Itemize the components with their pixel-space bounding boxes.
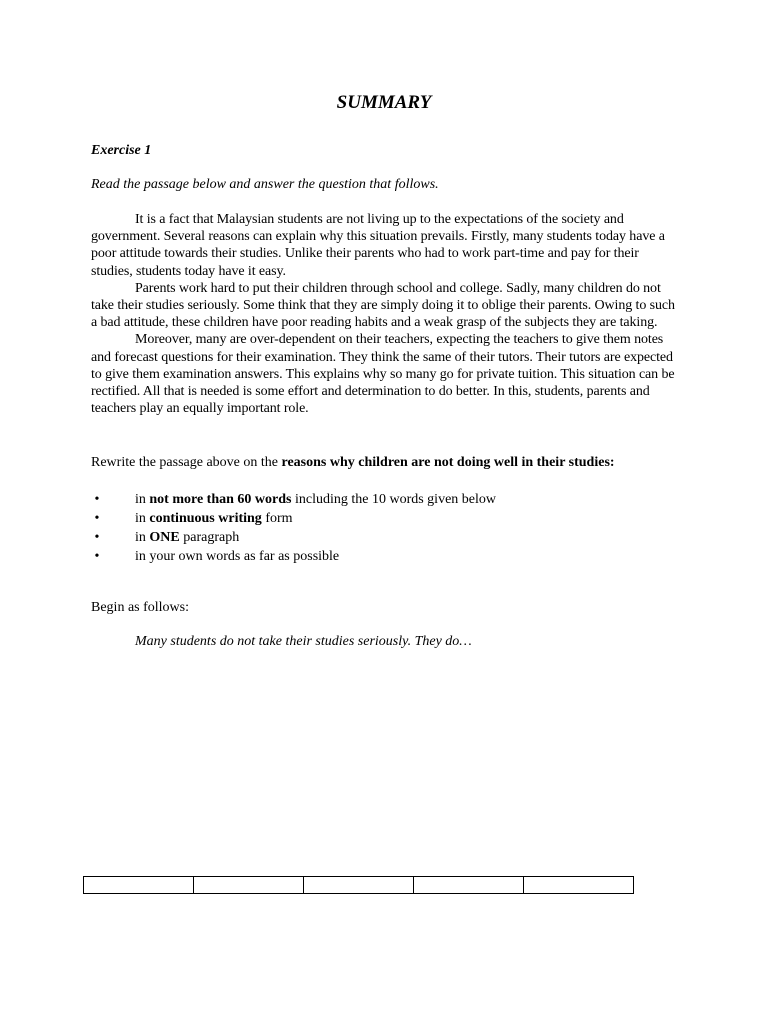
bullet-bold: not more than 60 words: [149, 492, 292, 507]
list-item: [91, 490, 651, 509]
bullet-icon: •: [94, 511, 100, 526]
bullet-icon: •: [94, 530, 100, 545]
bullet-pre: in: [135, 492, 150, 507]
rewrite-topic: reasons why children are not doing well in their studies:: [281, 455, 615, 470]
list-item: [91, 528, 651, 547]
word-table: [83, 876, 634, 894]
passage-paragraph-2: Parents work hard to put their children through school and college. Sadly, many children do not take their studies seriously. Some think that they are simply doing it to oblige their parents. Owing to such a bad attitude, these children have poor reading habits and a weak grasp of the subjects they are taking.: [91, 280, 675, 331]
exercise-label: Exercise 1: [91, 143, 152, 158]
bullet-pre: in: [135, 530, 150, 545]
passage: [91, 211, 677, 417]
word-cell-1: [84, 877, 194, 894]
word-cell-4: [414, 877, 524, 894]
word-cell-3: [304, 877, 414, 894]
instruction-text: Read the passage below and answer the question that follows.: [91, 177, 439, 192]
bullet-post: including the 10 words given below: [291, 492, 496, 507]
bullet-pre: in: [135, 511, 150, 526]
bullet-icon: •: [94, 492, 100, 507]
starter-sentence: Many students do not take their studies seriously. They do…: [135, 634, 472, 649]
bullet-icon: •: [94, 549, 100, 564]
list-item: [91, 509, 651, 528]
list-item: [91, 547, 651, 566]
passage-paragraph-1: It is a fact that Malaysian students are not living up to the expectations of the society and government. Several reasons can explain why this situation prevails. Firstly, many students today have a poor attitude towards their studies. Unlike their parents who had to work part-time and pay for their studies, students today have it easy.: [91, 212, 665, 279]
rewrite-instruction: [91, 455, 691, 471]
bullet-post: paragraph: [179, 530, 240, 545]
word-cell-2: [194, 877, 304, 894]
bullet-pre: in your own words as far as possible: [135, 549, 340, 564]
bullet-post: form: [261, 511, 293, 526]
table-row: [84, 877, 634, 894]
rewrite-prefix: Rewrite the passage above on the: [91, 455, 282, 470]
word-cell-5: [524, 877, 634, 894]
requirements-list: [91, 490, 651, 566]
bullet-bold: ONE: [149, 530, 180, 545]
passage-paragraph-3: Moreover, many are over-dependent on their teachers, expecting the teachers to give them notes and forecast questions for their examination. They think the same of their tutors. Their tutors are expected to give them examination answers. This explains why so many go for private tuition. This situation can be rectified. All that is needed is some effort and determination to do better. In this, students, parents and teachers play an equally important role.: [91, 332, 675, 417]
begin-label: Begin as follows:: [91, 600, 189, 615]
bullet-bold: continuous writing: [149, 511, 262, 526]
page-title: SUMMARY: [336, 92, 432, 113]
